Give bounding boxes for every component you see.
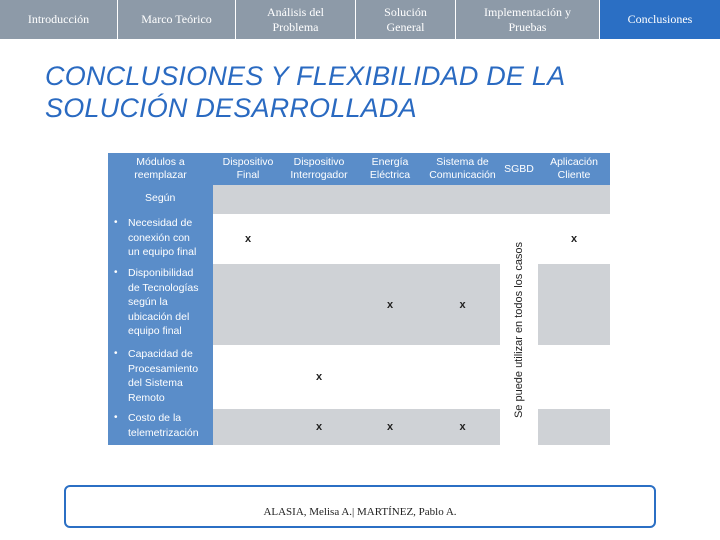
cell-mark [283, 264, 355, 345]
cell-mark [355, 345, 425, 409]
tab-label-line2: Problema [272, 19, 319, 34]
tab-label-line2: General [386, 19, 425, 34]
cell-mark [213, 264, 283, 345]
cell-mark: x [355, 409, 425, 445]
cell-mark [425, 214, 500, 264]
cell-mark [355, 214, 425, 264]
tab-solucion-general[interactable] [356, 0, 456, 39]
cell-mark [538, 264, 610, 345]
table-header-row [108, 153, 610, 185]
row-label-disponibilidad: • Disponibilidad de Tecnologías según la ubicación del equipo final [108, 264, 213, 345]
tab-label: Marco Teórico [141, 12, 212, 26]
footer-authors: ALASIA, Melisa A.| MARTÍNEZ, Pablo A. [263, 506, 457, 518]
tab-label-line1: Análisis del [267, 4, 324, 19]
comparison-table [108, 153, 610, 445]
slide-title-line1: CONCLUSIONES Y FLEXIBILIDAD DE LA [45, 61, 566, 91]
header-dispositivo-interrogador: Dispositivo Interrogador [283, 153, 355, 185]
row-label-necesidad: • Necesidad de conexión con un equipo final [108, 214, 213, 264]
slide-title [45, 60, 685, 124]
cell-mark [538, 345, 610, 409]
cell-mark [425, 345, 500, 409]
cell-mark: x [283, 409, 355, 445]
tab-label: Introducción [27, 12, 90, 26]
header-aplicacion-cliente: Aplicación Cliente [538, 153, 610, 185]
tab-label-line1: Solución [384, 4, 427, 19]
cell-mark: x [425, 409, 500, 445]
cell-mark: x [213, 214, 283, 264]
cell-mark: x [425, 264, 500, 345]
cell-mark [538, 409, 610, 445]
tab-implementacion-y-pruebas[interactable] [456, 0, 600, 39]
cell-mark: x [538, 214, 610, 264]
row-label-costo: • Costo de la telemetrización [108, 409, 213, 445]
tab-conclusiones[interactable] [600, 0, 720, 39]
bullet-icon: • [114, 267, 118, 278]
row-label-capacidad: • Capacidad de Procesamiento del Sistema Remoto [108, 345, 213, 409]
cell-mark [283, 214, 355, 264]
header-sistema-comunicacion: Sistema de Comunicación [425, 153, 500, 185]
top-navigation [0, 0, 720, 39]
sgbd-note-cell [500, 214, 538, 445]
header-corner: Módulos a reemplazar [108, 153, 213, 185]
header-dispositivo-final: Dispositivo Final [213, 153, 283, 185]
bullet-icon: • [114, 217, 118, 228]
tab-analisis-del-problema[interactable] [236, 0, 356, 39]
tab-label-line2: Pruebas [508, 19, 547, 34]
cell-mark: x [283, 345, 355, 409]
tab-introduccion[interactable] [0, 0, 118, 39]
sgbd-note-text: Se puede utilizar en todos los casos [513, 241, 525, 418]
slide-title-line2: SOLUCIÓN DESARROLLADA [45, 93, 417, 123]
header-energia-electrica: Energía Eléctrica [355, 153, 425, 185]
tab-label-line1: Implementación y [484, 4, 571, 19]
footer-box [64, 485, 656, 528]
table-segun-row [108, 185, 610, 214]
table-row [108, 214, 610, 264]
segun-fill [213, 185, 610, 214]
tab-label: Conclusiones [627, 12, 693, 26]
bullet-icon: • [114, 412, 118, 423]
cell-mark [213, 345, 283, 409]
cell-mark: x [355, 264, 425, 345]
header-sgbd: SGBD [500, 153, 538, 185]
segun-label: Según [108, 185, 213, 214]
tab-marco-teorico[interactable] [118, 0, 236, 39]
cell-mark [213, 409, 283, 445]
bullet-icon: • [114, 348, 118, 359]
